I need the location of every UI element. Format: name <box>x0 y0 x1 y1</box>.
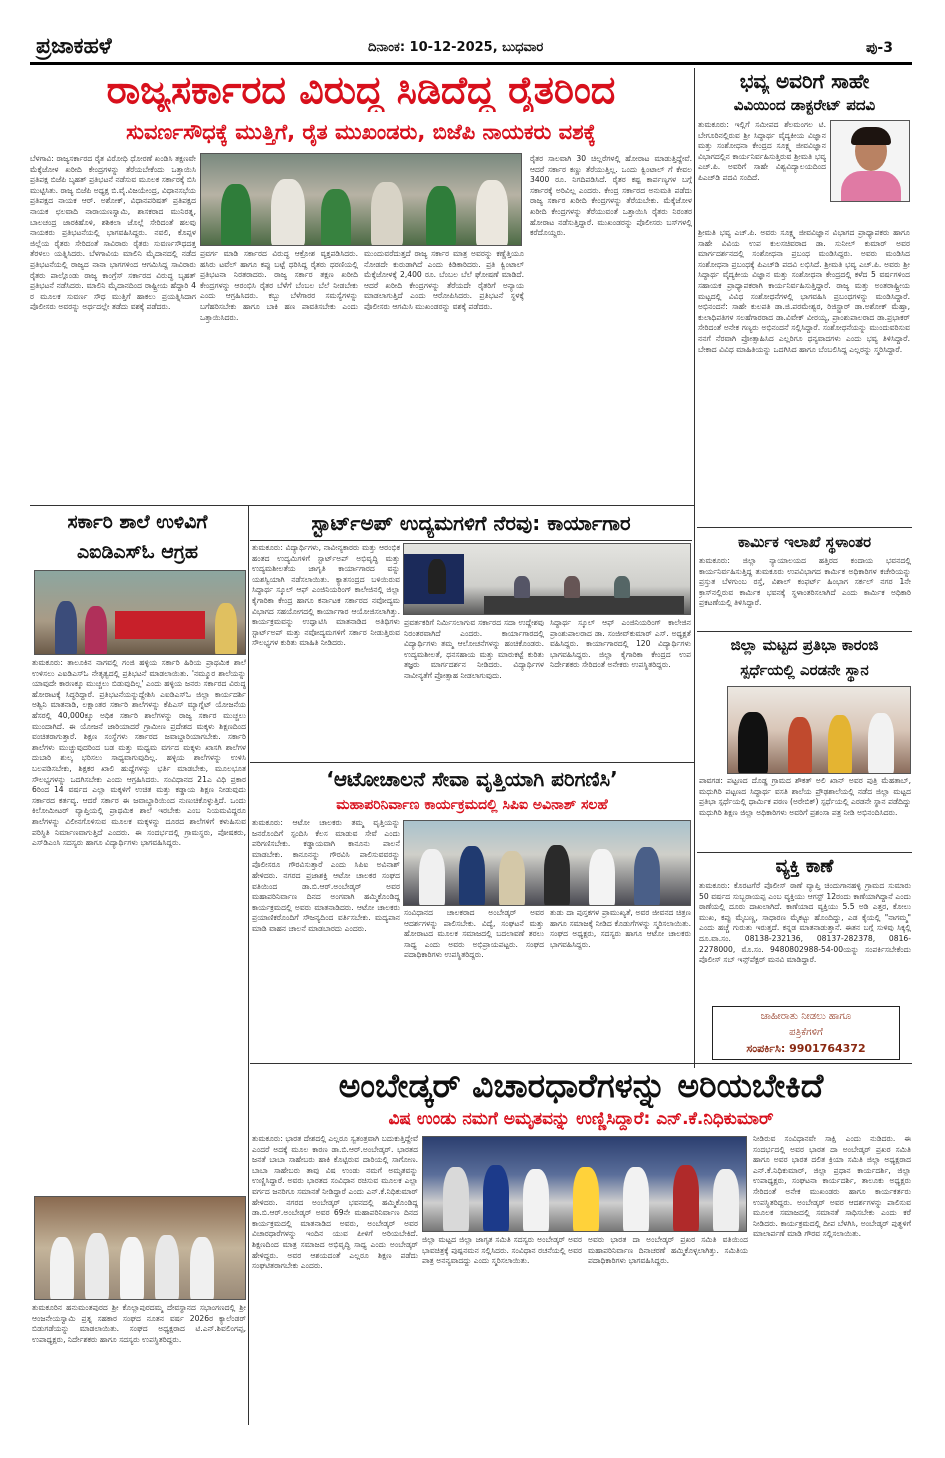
divider <box>30 505 694 506</box>
divider <box>697 631 912 632</box>
labour-headline: ಕಾರ್ಮಿಕ ಇಲಾಖೆ ಸ್ಥಳಾಂತರ <box>737 533 872 551</box>
talent-headline-1: ಜಿಲ್ಲಾ ಮಟ್ಟದ ಪ್ರತಿಭಾ ಕಾರಂಜಿ <box>730 636 879 654</box>
divider <box>697 527 912 528</box>
column-divider <box>248 505 249 1425</box>
doctorate-headline-2: ವಿವಿಯಿಂದ ಡಾಕ್ಟರೇಟ್ ಪದವಿ <box>733 96 876 114</box>
advertisement-box <box>712 1006 900 1060</box>
lead-headline: ರಾಜ್ಯಸರ್ಕಾರದ ವಿರುದ್ಧ ಸಿಡಿದೆದ್ದ ರೈತರಿಂದ <box>106 68 616 112</box>
doctorate-intro: ತುಮಕೂರು: ಇಲ್ಲಿಗೆ ಸಮೀಪದ ಶೆಲಮಂಗಲ ಟಿ. ಬೇಗೂರಿನಲ್ಲಿರುವ ಶ್ರೀ ಸಿದ್ಧಾರ್ಥ ವೈದ್ಯಕೀಯ ವಿಜ್ಞಾನ ಮತ್ತು ಸಂಶೋಧನಾ ಕೇಂದ್ರದ ಸೂಕ್ಷ್ಮ ಜೀವವಿಜ್ಞಾನ ವಿಭಾಗದಲ್ಲಿನ ಕಾರ್ಯನಿರ್ವಹಿಸುತ್ತಿರುವ ಶ್ರೀಮತಿ ಭವ್ಯ ಎಚ್.ಪಿ. ಅವರಿಗೆ ಸಾಹೇ ವಿಶ್ವವಿದ್ಯಾಲಯದಿಂದ ಪಿಎಚ್‌ಡಿ ಪದವಿ ಸಂದಿದೆ. <box>698 120 826 182</box>
startup-body-col1: ತುಮಕೂರು: ವಿದ್ಯಾರ್ಥಿಗಳು, ನಾವೀನ್ಯಕಾರರು ಮತ್ತು ಆರಂಭಿಕ ಹಂತದ ಉದ್ಯಮಿಗಳಿಗೆ ಸ್ಟಾರ್ಟ್‌ಅಪ್ ಅಭಿವೃದ್ಧಿ ಮತ್ತು ಉದ್ಯಮಶೀಲತೆಯ ಜಾಗೃತಿ ಕಾರ್ಯಾಗಾರದ ವನ್ನು ಯಶಸ್ವಿಯಾಗಿ ನಡೆಸಲಾಯಿತು. ಕ್ಯಾತಸಂದ್ರದ ಬಳಿಯಿರುವ ಸಿದ್ಧಾರ್ಥ ಸ್ಕೂಲ್ ಆಫ್ ಎಂಜಿನಿಯರಿಂಗ್ ಕಾಲೇಜಿನಲ್ಲಿ ಜಿಲ್ಲಾ ಕೈಗಾರಿಕಾ ಕೇಂದ್ರ ಹಾಗೂ ಕರ್ನಾಟಕ ಸರ್ಕಾರದ ನವೋದ್ಯಮ ವಿಭಾಗದ ಸಹಯೋಗದಲ್ಲಿ ಕಾರ್ಯಾಗಾರ ಆಯೋಜಿಸಲಾಗಿತ್ತು. ಕಾರ್ಯಕ್ರಮವನ್ನು ಉದ್ಘಾಟಿಸಿ ಮಾತನಾಡಿದ ಅತಿಥಿಗಳು ಸ್ಟಾರ್ಟ್‌ಅಪ್ ಮತ್ತು ನವೋದ್ಯಮಗಳಿಗೆ ಸರ್ಕಾರ ನೀಡುತ್ತಿರುವ ಸೌಲಭ್ಯಗಳ ಕುರಿತು ಮಾಹಿತಿ ನೀಡಿದರು. <box>252 543 400 648</box>
masthead-title: ಪ್ರಜಾಕಹಳೆ <box>36 34 112 59</box>
page-number: ಪು-3 <box>866 40 893 56</box>
ambedkar-body-col3: ಅವರು ಭಾರತ ದಾ ಅಂಬೇಡ್ಕರ್ ಪ್ರಖರ ಸಮಿತಿ ವತಿಯಿಂದ ಮಹಾಪರಿನಿರ್ವಾಣ ದಿನಾಚರಣೆ ಹಮ್ಮಿಕೊಳ್ಳಲಾಗಿತ್ತು. ಸಮಿತಿಯ ಪದಾಧಿಕಾರಿಗಳು ಭಾಗವಹಿಸಿದ್ದರು. <box>588 1235 748 1266</box>
lead-subheadline: ಸುವರ್ಣಸೌಧಕ್ಕೆ ಮುತ್ತಿಗೆ, ರೈತ ಮುಖಂಡರು, ಬಿಜೆಪಿ ನಾಯಕರು ವಶಕ್ಕೆ <box>126 120 596 144</box>
column-divider <box>694 68 695 1068</box>
doctorate-body: ಶ್ರೀಮತಿ ಭವ್ಯ ಎಚ್.ಪಿ. ಅವರು ಸೂಕ್ಷ್ಮ ಜೀವವಿಜ್ಞಾನ ವಿಭಾಗದ ಪ್ರಾಧ್ಯಾಪಕರು ಹಾಗೂ ಸಾಹೇ ವಿವಿಯ ಉಪ ಕುಲಸಚಿವರಾದ ಡಾ. ಸುನೀಲ್ ಕುಮಾರ್ ಅವರ ಮಾರ್ಗದರ್ಶನದಲ್ಲಿ ಸಂಶೋಧನಾ ಪ್ರಬಂಧ ಮಂಡಿಸಿದ್ದರು. ಅವರು ಮಂಡಿಸಿದ ಸಂಶೋಧನಾ ಪ್ರಬಂಧಕ್ಕೆ ಪಿಎಚ್‌ಡಿ ಪದವಿ ಲಭಿಸಿದೆ. ಶ್ರೀಮತಿ ಭವ್ಯ ಎಚ್.ಪಿ. ಅವರು ಶ್ರೀ ಸಿದ್ಧಾರ್ಥ ವೈದ್ಯಕೀಯ ವಿಜ್ಞಾನ ಮತ್ತು ಸಂಶೋಧನಾ ಕೇಂದ್ರದಲ್ಲಿ ಕಳೆದ 5 ವರ್ಷಗಳಿಂದ ಸಹಾಯಕ ಪ್ರಾಧ್ಯಾಪಕರಾಗಿ ಕಾರ್ಯನಿರ್ವಹಿಸುತ್ತಿದ್ದಾರೆ. ರಾಜ್ಯ ಮತ್ತು ಅಂತರಾಷ್ಟ್ರೀಯ ಮಟ್ಟದಲ್ಲಿ ವಿವಿಧ ಸಂಶೋಧನೆಗಳಲ್ಲಿ ಭಾಗವಹಿಸಿ ಪ್ರಬಂಧಗಳನ್ನು ಮಂಡಿಸಿದ್ದಾರೆ. ಅಭಿನಂದನೆ: ಸಾಹೇ ಕುಲಪತಿ ಡಾ.ಜಿ.ಪರಮೇಶ್ವರ, ರಿಜಿಸ್ಟ್ರಾರ್ ಡಾ.ಅಶೋಕ್ ಮೆಹ್ತಾ, ಕುಲಾಧಿಪತಿಗಳ ಸಲಹೆಗಾರರಾದ ಡಾ.ವಿವೇಕ್ ವೀರಯ್ಯ, ಪ್ರಾಂಶುಪಾಲರಾದ ಡಾ.ಪ್ರಭಾಕರ್ ಸೇರಿದಂತೆ ಅನೇಕ ಗಣ್ಯರು ಅಭಿನಂದನೆ ಸಲ್ಲಿಸಿದ್ದಾರೆ. ಸಂಶೋಧನೆಯನ್ನು ಮುಂದುವರಿಸುವ ನನಗೆ ನೆರವಾಗಿ ಪ್ರೋತ್ಸಾಹಿಸಿದ ಎಲ್ಲರಿಗೂ ಧನ್ಯವಾದಗಳು ಎಂದು ಭವ್ಯ ತಿಳಿಸಿದ್ದಾರೆ. ಬೇಕಾದ ವಿವಿಧ ಮಾಹಿತಿಯನ್ನು ಒದಗಿಸಿದ ಹಾಗೂ ಬೆಂಬಲಿಸಿದ್ದ ಎಲ್ಲರನ್ನು ಸ್ಮರಿಸಿದ್ದಾರೆ. <box>698 228 910 354</box>
divider <box>250 540 692 541</box>
ambedkar-body-col1: ತುಮಕೂರು: ಭಾರತ ದೇಶದಲ್ಲಿ ಎಲ್ಲರೂ ಸ್ವತಂತ್ರವಾಗಿ ಬದುಕುತ್ತಿದ್ದೇವೆ ಎಂದರೆ ಅದಕ್ಕೆ ಮೂಲ ಕಾರಣ ಡಾ.ಬಿ.ಆರ್.ಅಂಬೇಡ್ಕರ್. ಭಾರತದ ಜನತೆ ಬಾಬಾ ಸಾಹೇಬರು ಹಾಕಿ ಕೊಟ್ಟಿರುವ ದಾರಿಯಲ್ಲಿ ಸಾಗೋಣ. ಬಾಬಾ ಸಾಹೇಬರು ತಾವು ವಿಷ ಉಂಡು ನಮಗೆ ಅಮೃತವನ್ನು ಉಣ್ಣಿಸಿದ್ದಾರೆ. ಅವರು ಭಾರತದ ಸಂವಿಧಾನ ರಚಿಸುವ ಮೂಲಕ ಎಲ್ಲಾ ವರ್ಗದ ಜನರಿಗೂ ಸಮಾನತೆ ನೀಡಿದ್ದಾರೆ ಎಂದು ಎನ್.ಕೆ.ನಿಧಿಕುಮಾರ್ ಹೇಳಿದರು. ನಗರದ ಅಂಬೇಡ್ಕರ್ ಭವನದಲ್ಲಿ ಹಮ್ಮಿಕೊಂಡಿದ್ದ ಡಾ.ಬಿ.ಆರ್.ಅಂಬೇಡ್ಕರ್ ಅವರ 69ನೇ ಮಹಾಪರಿನಿರ್ವಾಣ ದಿನದ ಕಾರ್ಯಕ್ರಮದಲ್ಲಿ ಮಾತನಾಡಿದ ಅವರು, ಅಂಬೇಡ್ಕರ್ ಅವರ ವಿಚಾರಧಾರೆಗಳನ್ನು ಇಂದಿನ ಯುವ ಪೀಳಿಗೆ ಅರಿಯಬೇಕಿದೆ. ಶಿಕ್ಷಣದಿಂದ ಮಾತ್ರ ಸಮಾಜದ ಅಭಿವೃದ್ಧಿ ಸಾಧ್ಯ ಎಂದು ಅಂಬೇಡ್ಕರ್ ಹೇಳಿದ್ದರು. ಅವರ ಆಶಯದಂತೆ ಎಲ್ಲರೂ ಶಿಕ್ಷಣ ಪಡೆದು ಸಂಘಟಿತರಾಗಬೇಕು ಎಂದರು. <box>252 1134 418 1271</box>
aidso-headline-2: ಎಐಡಿಎಸ್‌ಓ ಆಗ್ರಹ <box>76 541 199 563</box>
ambedkar-photo <box>422 1136 747 1232</box>
talent-headline-2: ಸ್ಪರ್ಧೆಯಲ್ಲಿ ಎರಡನೇ ಸ್ಥಾನ <box>740 661 869 679</box>
calendar-release-body: ತುಮಕೂರಿನ ಹನುಮಂತಪುರದ ಶ್ರೀ ಕೊಲ್ಲಾಪುರದಮ್ಮ ದೇವಸ್ಥಾನದ ಸಭಾಂಗಣದಲ್ಲಿ ಶ್ರೀ ಆಂಜನೇಯಸ್ವಾಮಿ ಪ್ರತ್ನ ಸಹಕಾರ ಸಂಘದ ನೂತನ ವರ್ಷ 2026ರ ಕ್ಯಾಲೆಂಡರ್ ಬಿಡುಗಡೆಯನ್ನು ಮಾಡಲಾಯಿತು. ಸಂಘದ ಅಧ್ಯಕ್ಷರಾದ ಟಿ.ಎನ್.ಶಿವಲಿಂಗಪ್ಪ, ಉಪಾಧ್ಯಕ್ಷರು, ನಿರ್ದೇಶಕರು ಹಾಗೂ ಸದಸ್ಯರು ಉಪಸ್ಥಿತರಿದ್ದರು. <box>32 1303 246 1344</box>
aidso-photo <box>34 570 246 655</box>
missing-headline: ವ್ಯಕ್ತಿ ಕಾಣೆ <box>775 856 834 877</box>
lead-body-col2: ಪ್ರವರ್ಗ ಮಾಡಿ ಸರ್ಕಾರದ ವಿರುದ್ಧ ಆಕ್ರೋಶ ವ್ಯಕ್ತಪಡಿಸಿದರು. ಹಸಿರು ಟವೆಲ್ ಹಾಗೂ ಕಪ್ಪು ಬಟ್ಟೆ ಧರಿಸಿದ್ದ ರೈತರು ಧರಣಿಯಲ್ಲಿ ಪ್ರತಿಭಟನಾ ನಿರತರಾದರು. ರಾಜ್ಯ ಸರ್ಕಾರ ತಕ್ಷಣ ಖರೀದಿ ಕೇಂದ್ರಗಳನ್ನು ಆರಂಭಿಸಿ ರೈತರ ಬೆಳೆಗೆ ಬೆಂಬಲ ಬೆಲೆ ನೀಡಬೇಕು ಎಂದು ಆಗ್ರಹಿಸಿದರು. ಕಬ್ಬು ಬೆಳೆಗಾರರ ಸಮಸ್ಯೆಗಳನ್ನು ಬಗೆಹರಿಸಬೇಕು ಹಾಗೂ ಬಾಕಿ ಹಣ ಪಾವತಿಸಬೇಕು ಎಂದು ಒತ್ತಾಯಿಸಿದರು. <box>200 249 358 322</box>
auto-body-col1: ತುಮಕೂರು: ಆಟೋ ಚಾಲಕರು ತಮ್ಮ ವೃತ್ತಿಯನ್ನು ಜನರೊಂದಿಗೆ ಸ್ಪಂದಿಸಿ ಕೆಲಸ ಮಾಡುವ ಸೇವೆ ಎಂದು ಪರಿಗಣಿಸಬೇಕು. ಕಡ್ಡಾಯವಾಗಿ ಕಾನೂನು ಪಾಲನೆ ಮಾಡಬೇಕು. ಕಾನೂನನ್ನು ಗೌರವಿಸಿ ಪಾಲಿಸುವವರನ್ನು ಪೊಲೀಸರೂ ಗೌರವಿಸುತ್ತಾರೆ ಎಂದು ಸಿಪಿಐ ಅವಿನಾಶ್ ಹೇಳಿದರು. ನಗರದ ಪ್ರಜಾಶಕ್ತಿ ಆಟೋ ಚಾಲಕರ ಸಂಘದ ವತಿಯಿಂದ ಡಾ.ಬಿ.ಆರ್.ಅಂಬೇಡ್ಕರ್ ಅವರ ಮಹಾಪರಿನಿರ್ವಾಣ ದಿನದ ಅಂಗವಾಗಿ ಹಮ್ಮಿಕೊಂಡಿದ್ದ ಕಾರ್ಯಕ್ರಮದಲ್ಲಿ ಅವರು ಮಾತನಾಡಿದರು. ಆಟೋ ಚಾಲಕರು ಪ್ರಯಾಣಿಕರೊಂದಿಗೆ ಸೌಜನ್ಯದಿಂದ ವರ್ತಿಸಬೇಕು. ಮದ್ಯಪಾನ ಮಾಡಿ ವಾಹನ ಚಾಲನೆ ಮಾಡಬಾರದು ಎಂದರು. <box>252 818 400 933</box>
ad-phone: ಸಂಪರ್ಕಿಸಿ: 9901764372 <box>746 1042 866 1055</box>
ad-line-1: ಜಾಹೀರಾತು ನೀಡಲು ಹಾಗೂ <box>760 1011 852 1022</box>
auto-body-col2: ಸಂವಿಧಾನದ ಚಾಲಕರಾದ ಅಂಬೇಡ್ಕರ್ ಅವರ ಆದರ್ಶಗಳನ್ನು ಪಾಲಿಸಬೇಕು. ವಿದ್ಯೆ, ಸಂಘಟನೆ ಮತ್ತು ಹೋರಾಟದ ಮೂಲಕ ಸಮಾಜದಲ್ಲಿ ಬದಲಾವಣೆ ತರಲು ಸಾಧ್ಯ ಎಂದು ಅವರು ಅಭಿಪ್ರಾಯಪಟ್ಟರು. ಸಂಘದ ಪದಾಧಿಕಾರಿಗಳು ಉಪಸ್ಥಿತರಿದ್ದರು. <box>404 908 544 960</box>
ad-line-2: ಪತ್ರಿಕೆಗಳಿಗೆ <box>789 1027 823 1038</box>
lead-body-col1: ಬೆಳಗಾವಿ: ರಾಜ್ಯಸರ್ಕಾರದ ರೈತ ವಿರೋಧಿ ಧೋರಣೆ ಖಂಡಿಸಿ ತಕ್ಷಣವೇ ಮೆಕ್ಕೆಜೋಳ ಖರೀದಿ ಕೇಂದ್ರಗಳನ್ನು ತೆರೆಯಬೇಕೆಂದು ಒತ್ತಾಯಿಸಿ ಪ್ರತಿಪಕ್ಷ ಬಿಜೆಪಿ ಬೃಹತ್ ಪ್ರತಿಭಟನೆ ನಡೆಸುವ ಮೂಲಕ ಸರ್ಕಾರಕ್ಕೆ ಬಿಸಿ ಮುಟ್ಟಿಸಿತು. ರಾಜ್ಯ ಬಿಜೆಪಿ ಅಧ್ಯಕ್ಷ ಬಿ.ವೈ.ವಿಜಯೇಂದ್ರ, ವಿಧಾನಸಭೆಯ ಪ್ರತಿಪಕ್ಷದ ನಾಯಕ ಆರ್. ಅಶೋಕ್, ವಿಧಾನಪರಿಷತ್ ಪ್ರತಿಪಕ್ಷದ ನಾಯಕ ಛಲವಾದಿ ನಾರಾಯಣಸ್ವಾಮಿ, ಶಾಸಕರಾದ ಮುನಿರತ್ನ, ಬಾಲಚಂದ್ರ ಜಾರಕಿಹೊಳಿ, ಶಶಿಕಲಾ ಜೊಲ್ಲೆ ಸೇರಿದಂತೆ ಹಲವು ನಾಯಕರು ಪ್ರತಿಭಟನೆಯಲ್ಲಿ ಭಾಗವಹಿಸಿದ್ದರು. ನವಲಿ, ಕೊಪ್ಪಳ ಜಿಲ್ಲೆಯ ರೈತರು ಸೇರಿದಂತೆ ಸಾವಿರಾರು ರೈತರು ಸುವರ್ಣಸೌಧದತ್ತ ತೆರಳಲು ಯತ್ನಿಸಿದರು. ಬೆಳಗಾವಿಯ ಮಾಲಿನಿ ಮೈದಾನದಲ್ಲಿ ನಡೆದ ಪ್ರತಿಭಟನೆಯಲ್ಲಿ ರಾಜ್ಯದ ನಾನಾ ಭಾಗಗಳಿಂದ ಆಗಮಿಸಿದ್ದ ಸಾವಿರಾರು ರೈತರು ಪಾಲ್ಗೊಂಡು ರಾಜ್ಯ ಕಾಂಗ್ರೆಸ್ ಸರ್ಕಾರದ ವಿರುದ್ಧ ಬೃಹತ್ ಪ್ರತಿಭಟನೆ ನಡೆಸಿದರು. ಮಾಲಿನಿ ಮೈದಾನದಿಂದ ರಾಷ್ಟ್ರೀಯ ಹೆದ್ದಾರಿ 4 ರ ಮೂಲಕ ಸುವರ್ಣ ಸೌಧ ಮುತ್ತಿಗೆ ಹಾಕಲು ಪ್ರಯತ್ನಿಸಿದಾಗ ಪೊಲೀಸರು ಅವರನ್ನು ಅರ್ಧದಲ್ಲೇ ತಡೆದು ವಶಕ್ಕೆ ಪಡೆದರು. <box>30 154 196 312</box>
talent-photo <box>727 686 911 774</box>
aidso-body: ತುಮಕೂರು: ತಾಲೂಕಿನ ನಾಗವಲ್ಲಿ ಗಂಜಿ ಹಳ್ಳಿಯ ಸರ್ಕಾರಿ ಹಿರಿಯ ಪ್ರಾಥಮಿಕ ಶಾಲೆ ಉಳಿಸಲು ಎಐಡಿಎಸ್‌ಓ ನೇತೃತ್ವದಲ್ಲಿ ಪ್ರತಿಭಟನೆ ಮಾಡಲಾಯಿತು. 'ನಮ್ಮೂರ ಶಾಲೆಯನ್ನು ಯಾವುದೇ ಕಾರಣಕ್ಕೂ ಮುಚ್ಚಲು ಬಿಡುವುದಿಲ್ಲ' ಎಂದು ಹಳ್ಳಿಯ ಜನರು ಸರ್ಕಾರದ ವಿರುದ್ಧ ಹೋರಾಟಕ್ಕೆ ಸಿದ್ಧರಿದ್ದಾರೆ. ಪ್ರತಿಭಟನೆಯನ್ನುದ್ದೇಶಿಸಿ ಎಐಡಿಎಸ್‌ಓ ಜಿಲ್ಲಾ ಕಾರ್ಯದರ್ಶಿ ಅಶ್ವಿನಿ ಮಾತನಾಡಿ, ಲಕ್ಷಾಂತರ ಸರ್ಕಾರಿ ಶಾಲೆಗಳನ್ನು ಕೆಪಿಎಸ್ ಮ್ಯಾಗ್ನೆಟ್ ಯೋಜನೆಯ ಹೆಸರಲ್ಲಿ 40,000ಕ್ಕೂ ಅಧಿಕ ಸರ್ಕಾರಿ ಶಾಲೆಗಳನ್ನು ರಾಜ್ಯ ಸರ್ಕಾರ ಮುಚ್ಚಲು ಮುಂದಾಗಿದೆ. ಈ ಯೋಜನೆ ಜಾರಿಯಾದರೆ ಗ್ರಾಮೀಣ ಪ್ರದೇಶದ ಮಕ್ಕಳು ಶಿಕ್ಷಣದಿಂದ ವಂಚಿತರಾಗುತ್ತಾರೆ. ಶಿಕ್ಷಣ ಸಂಸ್ಥೆಗಳು ಸರ್ಕಾರದ ಜವಾಬ್ದಾರಿಯಾಗಬೇಕು. ಸರ್ಕಾರಿ ಶಾಲೆಗಳು ಮುಚ್ಚುವುದರಿಂದ ಬಡ ಮತ್ತು ಮಧ್ಯಮ ವರ್ಗದ ಮಕ್ಕಳು ಖಾಸಗಿ ಶಾಲೆಗಳ ದುಬಾರಿ ಶುಲ್ಕ ಭರಿಸಲು ಸಾಧ್ಯವಾಗುವುದಿಲ್ಲ. ಹಳ್ಳಿಯ ಶಾಲೆಗಳನ್ನು ಉಳಿಸಿ ಬಲಪಡಿಸಬೇಕು, ಶಿಕ್ಷಕರ ಖಾಲಿ ಹುದ್ದೆಗಳನ್ನು ಭರ್ತಿ ಮಾಡಬೇಕು, ಮೂಲಭೂತ ಸೌಲಭ್ಯಗಳನ್ನು ಒದಗಿಸಬೇಕು ಎಂದು ಆಗ್ರಹಿಸಿದರು. ಸಂವಿಧಾನದ 21ಎ ವಿಧಿ ಪ್ರಕಾರ 6ರಿಂದ 14 ವರ್ಷದ ಎಲ್ಲಾ ಮಕ್ಕಳಿಗೆ ಉಚಿತ ಮತ್ತು ಕಡ್ಡಾಯ ಶಿಕ್ಷಣ ನೀಡುವುದು ಸರ್ಕಾರದ ಕರ್ತವ್ಯ. ಆದರೆ ಸರ್ಕಾರ ಈ ಜವಾಬ್ದಾರಿಯಿಂದ ನುಣುಚಿಕೊಳ್ಳುತ್ತಿದೆ. ಒಂದು ಕಿಲೋಮೀಟರ್ ವ್ಯಾಪ್ತಿಯಲ್ಲಿ ಪ್ರಾಥಮಿಕ ಶಾಲೆ ಇರಬೇಕು ಎಂಬ ನಿಯಮವಿದ್ದರೂ ಶಾಲೆಗಳನ್ನು ವಿಲೀನಗೊಳಿಸುವ ಮೂಲಕ ಮಕ್ಕಳನ್ನು ದೂರದ ಶಾಲೆಗಳಿಗೆ ಕಳುಹಿಸುವ ಪರಿಸ್ಥಿತಿ ನಿರ್ಮಾಣವಾಗುತ್ತಿದೆ ಎಂದರು. ಈ ಸಂದರ್ಭದಲ್ಲಿ ಗ್ರಾಮಸ್ಥರು, ಪೋಷಕರು, ಎಸ್‌ಡಿಎಂಸಿ ಸದಸ್ಯರು ಹಾಗೂ ವಿದ್ಯಾರ್ಥಿಗಳು ಭಾಗವಹಿಸಿದ್ದರು. <box>32 658 246 848</box>
aidso-headline-1: ಸರ್ಕಾರಿ ಶಾಲೆ ಉಳಿವಿಗೆ <box>67 511 208 533</box>
missing-body: ತುಮಕೂರು: ಕೊರಟಗೆರೆ ಪೊಲೀಸ್ ಠಾಣೆ ವ್ಯಾಪ್ತಿ ಚಿಂದುಗಾನಹಳ್ಳಿ ಗ್ರಾಮದ ಸುಮಾರು 50 ವರ್ಷದ ಸುಬ್ಬರಾಯಪ್ಪ ಎಂಬ ವ್ಯಕ್ತಿಯು ಆಗಸ್ಟ್ 12ರಂದು ಕಾಣೆಯಾಗಿದ್ದಾನೆ ಎಂದು ಠಾಣೆಯಲ್ಲಿ ದೂರು ದಾಖಲಾಗಿದೆ. ಕಾಣೆಯಾದ ವ್ಯಕ್ತಿಯು 5.5 ಅಡಿ ಎತ್ತರ, ಕೋಲು ಮುಖ, ಕಪ್ಪು ಮೈಬಣ್ಣ, ಸಾಧಾರಣ ಮೈಕಟ್ಟು ಹೊಂದಿದ್ದು, ಎಡ ಕೈಯಲ್ಲಿ "ನಾಗಮ್ಮ" ಎಂದು ಹಚ್ಚೆ ಗುರುತು ಇರುತ್ತದೆ. ಕನ್ನಡ ಮಾತನಾಡುತ್ತಾನೆ. ಈತನ ಬಗ್ಗೆ ಸುಳಿವು ಸಿಕ್ಕಲ್ಲಿ ದೂ.ವಾ.ಸಂ. 08138-232136, 08137-282378, 0816-2278000, ಮೊ.ಸಂ. 9480802988-54-00ಯನ್ನು ಸಂಪರ್ಕಿಸಬೇಕೆಂದು ಪೊಲೀಸ್ ಸಬ್ ಇನ್ಸ್‌ಪೆಕ್ಟರ್ ಮನವಿ ಮಾಡಿದ್ದಾರೆ. <box>699 881 911 965</box>
divider <box>250 762 694 763</box>
labour-body: ತುಮಕೂರು: ಜಿಲ್ಲಾ ನ್ಯಾಯಾಲಯದ ಹತ್ತಿರದ ಕಂದಾಯ ಭವನದಲ್ಲಿ ಕಾರ್ಯನಿರ್ವಹಿಸುತ್ತಿದ್ದ ತುಮಕೂರು ಉಪವಿಭಾಗದ ಕಾರ್ಮಿಕ ಅಧಿಕಾರಿಗಳ ಕಚೇರಿಯನ್ನು ಪ್ರಸ್ತುತ ಬೆಳಗುಂಬ ರಸ್ತೆ, ವಿಶಾಲ್ ಕಂಫರ್ಟ್ ಹಿಂಭಾಗ ಸರ್ಕಲ್ ನಗರ 1ನೇ ಕ್ರಾಸ್‌ನಲ್ಲಿರುವ ಕಾರ್ಮಿಕ ಭವನಕ್ಕೆ ಸ್ಥಳಾಂತರಿಸಲಾಗಿದೆ ಎಂದು ಕಾರ್ಮಿಕ ಅಧಿಕಾರಿ ಪ್ರಕಟಣೆಯಲ್ಲಿ ತಿಳಿಸಿದ್ದಾರೆ. <box>699 556 911 608</box>
auto-subheadline: ಮಹಾಪರಿನಿರ್ವಾಣ ಕಾರ್ಯಕ್ರಮದಲ್ಲಿ ಸಿಪಿಐ ಅವಿನಾಶ್ ಸಲಹೆ <box>336 797 608 813</box>
ambedkar-body-col2: ಜಿಲ್ಲಾ ಮಟ್ಟದ ಜಿಲ್ಲಾ ಜಾಗೃತ ಸಮಿತಿ ಸದಸ್ಯರು ಅಂಬೇಡ್ಕರ್ ಅವರ ಭಾವಚಿತ್ರಕ್ಕೆ ಪುಷ್ಪನಮನ ಸಲ್ಲಿಸಿದರು. ಸಂವಿಧಾನ ರಚನೆಯಲ್ಲಿ ಅವರ ಪಾತ್ರ ಅನನ್ಯವಾದದ್ದು ಎಂದು ಸ್ಮರಿಸಲಾಯಿತು. <box>422 1235 582 1266</box>
lead-body-col3: ಮುಂದುವರೆದುತ್ತದೆ ರಾಜ್ಯ ಸರ್ಕಾರ ಮಾತ್ರ ಅವರನ್ನು ಕಣ್ಣೆತ್ತಿಯೂ ನೋಡದೇ ಕುರುಡಾಗಿದೆ ಎಂದು ಕಿಡಿಕಾರಿದರು. ಪ್ರತಿ ಕ್ವಿಂಟಾಲ್ ಮೆಕ್ಕೆಜೋಳಕ್ಕೆ 2,400 ರೂ. ಬೆಂಬಲ ಬೆಲೆ ಘೋಷಣೆ ಮಾಡಿದೆ. ಆದರೆ ಖರೀದಿ ಕೇಂದ್ರಗಳನ್ನು ತೆರೆಯದೇ ರೈತರಿಗೆ ಅನ್ಯಾಯ ಮಾಡಲಾಗುತ್ತಿದೆ ಎಂದು ಆರೋಪಿಸಿದರು. ಪ್ರತಿಭಟನೆ ಸ್ಥಳಕ್ಕೆ ಪೊಲೀಸರು ಆಗಮಿಸಿ ಮುಖಂಡರನ್ನು ವಶಕ್ಕೆ ಪಡೆದರು. <box>364 249 524 311</box>
startup-photo <box>403 543 691 615</box>
divider <box>697 852 912 853</box>
auto-headline: ‘ಆಟೋಚಾಲನೆ ಸೇವಾ ವೃತ್ತಿಯಾಗಿ ಪರಿಗಣಿಸಿ’ <box>326 767 618 791</box>
masthead-date: ದಿನಾಂಕ: 10-12-2025, ಬುಧವಾರ <box>368 40 544 55</box>
lead-photo <box>200 153 522 246</box>
ambedkar-headline: ಅಂಬೇಡ್ಕರ್ ವಿಚಾರಧಾರೆಗಳನ್ನು ಅರಿಯಬೇಕಿದೆ <box>338 1066 824 1105</box>
doctorate-headline-1: ಭವ್ಯ ಅವರಿಗೆ ಸಾಹೇ <box>739 69 870 93</box>
calendar-release-photo <box>34 1196 246 1300</box>
auto-photo <box>403 820 691 906</box>
ambedkar-subheadline: ವಿಷ ಉಂಡು ನಮಗೆ ಅಮೃತವನ್ನು ಉಣ್ಣಿಸಿದ್ದಾರೆ: ಎನ್.ಕೆ.ನಿಧಿಕುಮಾರ್ <box>388 1109 774 1129</box>
auto-body-col3: ತುಡು ದಾ ಪುಸ್ತಕಗಳ ಪ್ರಾಮುಖ್ಯತೆ, ಅವರ ಜೀವನದ ಚಿತ್ರಣ ಹಾಗೂ ಸಮಾಜಕ್ಕೆ ನೀಡಿದ ಕೊಡುಗೆಗಳನ್ನು ಸ್ಮರಿಸಲಾಯಿತು. ಸಂಘದ ಅಧ್ಯಕ್ಷರು, ಸದಸ್ಯರು ಹಾಗೂ ಆಟೋ ಚಾಲಕರು ಭಾಗವಹಿಸಿದ್ದರು. <box>550 908 691 949</box>
ambedkar-body-col4: ನೀಡಿರುವ ಸಂವಿಧಾನವೇ ಸಾಕ್ಷಿ ಎಂದು ನುಡಿದರು. ಈ ಸಂದರ್ಭದಲ್ಲಿ ಅವರ ಭಾರತ ದಾ ಅಂಬೇಡ್ಕರ್ ಪ್ರಖರ ಸಮಿತಿ ಹಾಗೂ ಅವರ ಭಾರತ ದಲಿತ ಕ್ರಿಯಾ ಸಮಿತಿ ಜಿಲ್ಲಾ ಅಧ್ಯಕ್ಷರಾದ ಎನ್.ಕೆ.ನಿಧಿಕುಮಾರ್, ಜಿಲ್ಲಾ ಪ್ರಧಾನ ಕಾರ್ಯದರ್ಶಿ, ಜಿಲ್ಲಾ ಉಪಾಧ್ಯಕ್ಷರು, ಸಂಘಟನಾ ಕಾರ್ಯದರ್ಶಿ, ತಾಲೂಕು ಅಧ್ಯಕ್ಷರು ಸೇರಿದಂತೆ ಅನೇಕ ಮುಖಂಡರು ಹಾಗೂ ಕಾರ್ಯಕರ್ತರು ಉಪಸ್ಥಿತರಿದ್ದರು. ಅಂಬೇಡ್ಕರ್ ಅವರ ಆದರ್ಶಗಳನ್ನು ಪಾಲಿಸುವ ಮೂಲಕ ಸಮಾಜದಲ್ಲಿ ಸಮಾನತೆ ಸಾಧಿಸಬೇಕು ಎಂದು ಕರೆ ನೀಡಿದರು. ಕಾರ್ಯಕ್ರಮದಲ್ಲಿ ದೀಪ ಬೆಳಗಿಸಿ, ಅಂಬೇಡ್ಕರ್ ಪುತ್ಥಳಿಗೆ ಮಾಲಾರ್ಪಣೆ ಮಾಡಿ ಗೌರವ ಸಲ್ಲಿಸಲಾಯಿತು. <box>753 1134 911 1239</box>
startup-body-col3: ಸಿದ್ಧಾರ್ಥ ಸ್ಕೂಲ್ ಆಫ್ ಎಂಜಿನಿಯರಿಂಗ್ ಕಾಲೇಜಿನ ಪ್ರಾಂಶುಪಾಲರಾದ ಡಾ. ಸಂಜೀವ್‌ಕುಮಾರ್ ಎಸ್. ಅಧ್ಯಕ್ಷತೆ ವಹಿಸಿದ್ದರು. ಕಾರ್ಯಾಗಾರದಲ್ಲಿ 120 ವಿದ್ಯಾರ್ಥಿಗಳು ಭಾಗವಹಿಸಿದ್ದರು. ಜಿಲ್ಲಾ ಕೈಗಾರಿಕಾ ಕೇಂದ್ರದ ಉಪ ನಿರ್ದೇಶಕರು ಸೇರಿದಂತೆ ಅನೇಕರು ಉಪಸ್ಥಿತರಿದ್ದರು. <box>550 618 691 670</box>
doctorate-portrait <box>830 120 910 202</box>
masthead-rule <box>30 62 912 65</box>
startup-headline: ಸ್ಟಾರ್ಟ್‌ಅಪ್ ಉದ್ಯಮಗಳಿಗೆ ನೆರವು: ಕಾರ್ಯಾಗಾರ <box>311 511 631 535</box>
lead-body-col4: ರೈತರ ಸಾಲವಾಗಿ 30 ಚಿಲ್ಲರೆಗಳಲ್ಲಿ ಹೋರಾಟ ಮಾಡುತ್ತಿದ್ದೇವೆ. ಆದರೆ ಸರ್ಕಾರ ಕಣ್ಣು ತೆರೆಯುತ್ತಿಲ್ಲ. ಒಂದು ಕ್ವಿಂಟಾಲ್ ಗೆ ಕೇವಲ 3400 ರೂ. ನಿಗದಿಪಡಿಸಿದೆ. ರೈತರ ಕಷ್ಟ ಕಾರ್ಪಣ್ಯಗಳ ಬಗ್ಗೆ ಸರ್ಕಾರಕ್ಕೆ ಅರಿವಿಲ್ಲ ಎಂದರು. ಕೇಂದ್ರ ಸರ್ಕಾರದ ಅನುಮತಿ ಪಡೆದು ರಾಜ್ಯ ಸರ್ಕಾರ ಖರೀದಿ ಕೇಂದ್ರಗಳನ್ನು ತೆರೆಯಬೇಕು. ಮೆಕ್ಕೆಜೋಳ ಖರೀದಿ ಕೇಂದ್ರಗಳನ್ನು ತೆರೆಯುವಂತೆ ಒತ್ತಾಯಿಸಿ ರೈತರು ನಿರಂತರ ಹೋರಾಟ ನಡೆಸುತ್ತಿದ್ದಾರೆ. ಮುಖಂಡರನ್ನು ಪೊಲೀಸರು ಬಸ್‌ಗಳಲ್ಲಿ ಕರೆದೊಯ್ದರು. <box>530 154 692 238</box>
talent-body: ಪಾವಗಡ: ಪಟ್ಟಣದ ದೊಡ್ಡ ಗ್ರಾಮದ ಶೌಕತ್ ಅಲಿ ಖಾನ್ ಅವರ ಪುತ್ರಿ ಮೆಹತಾಬ್, ಮಧುಗಿರಿ ಪಟ್ಟಣದ ಸಿದ್ಧಾರ್ಥ ವಸತಿ ಶಾಲೆಯ ಪ್ರೌಢಶಾಲೆಯಲ್ಲಿ ನಡೆದ ಜಿಲ್ಲಾ ಮಟ್ಟದ ಪ್ರತಿಭಾ ಸ್ಪರ್ಧೆಯಲ್ಲಿ ಧಾರ್ಮಿಕ ಪಠಣ (ಅರೇಬಿಕ್) ಸ್ಪರ್ಧೆಯಲ್ಲಿ ಎರಡನೇ ಸ್ಥಾನ ಪಡೆದಿದ್ದು ಮಧುಗಿರಿ ಶಿಕ್ಷಣ ಜಿಲ್ಲಾ ಅಧಿಕಾರಿಗಳು ಅವರಿಗೆ ಪ್ರಶಂಸಾ ಪತ್ರ ನೀಡಿ ಅಭಿನಂದಿಸಿದರು. <box>699 776 911 817</box>
startup-body-col2: ಪ್ರವರ್ತಕರಿಗೆ ನಿರ್ಮಿಸಲಾಗುವ ಸರ್ಕಾರದ ಸದಾ ಉದ್ದೇಶವು ನಿರಂತರವಾಗಿದೆ ಎಂದರು. ಕಾರ್ಯಾಗಾರದಲ್ಲಿ ವಿದ್ಯಾರ್ಥಿಗಳು ತಮ್ಮ ಆಲೋಚನೆಗಳನ್ನು ಹಂಚಿಕೊಂಡರು. ಉದ್ಯಮಶೀಲತೆ, ಧನಸಹಾಯ ಮತ್ತು ಮಾರುಕಟ್ಟೆ ಕುರಿತು ತಜ್ಞರು ಮಾರ್ಗದರ್ಶನ ನೀಡಿದರು. ವಿದ್ಯಾರ್ಥಿಗಳ ನಾವೀನ್ಯತೆಗೆ ಪ್ರೋತ್ಸಾಹ ನೀಡಲಾಗುವುದು. <box>404 618 544 680</box>
